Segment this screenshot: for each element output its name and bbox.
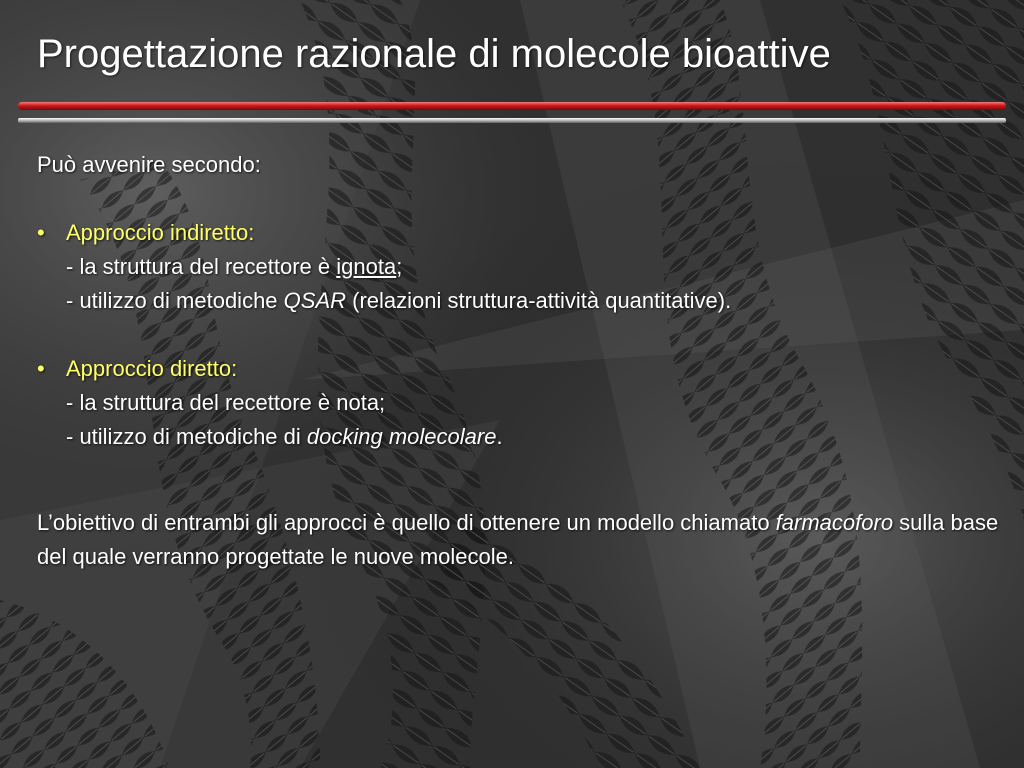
intro-text: Può avvenire secondo: xyxy=(37,152,261,177)
bullet-indirect xyxy=(37,216,1012,318)
bullet-subline: - la struttura del recettore è nota; xyxy=(66,390,386,415)
bullet-marker: • xyxy=(37,220,45,245)
emphasis-italic: docking molecolare xyxy=(306,424,497,449)
bullet-marker: • xyxy=(37,356,45,381)
title-underline-grey xyxy=(18,118,1006,123)
bullet-subline: - utilizzo di metodiche di docking molecolare. xyxy=(66,424,503,449)
bullet-subline: - utilizzo di metodiche QSAR (relazioni struttura-attività quantitative). xyxy=(66,288,732,313)
slide-body xyxy=(37,148,1012,574)
bullet-subline: - la struttura del recettore è ignota; xyxy=(66,254,403,279)
emphasis-underlined: ignota xyxy=(336,254,397,279)
emphasis-italic: farmacoforo xyxy=(775,510,894,535)
title-underline-red xyxy=(18,102,1006,110)
conclusion-paragraph: L’obiettivo di entrambi gli approcci è quello di ottenere un modello chiamato farmacoforo sulla base del quale verranno progettate le nuove molecole. xyxy=(37,510,999,569)
bullet-heading: Approccio diretto: xyxy=(66,356,238,381)
emphasis-italic: QSAR xyxy=(283,288,347,313)
bullet-heading: Approccio indiretto: xyxy=(66,220,255,245)
bullet-direct xyxy=(37,352,1012,454)
slide-title: Progettazione razionale di molecole bioattive xyxy=(37,32,831,76)
